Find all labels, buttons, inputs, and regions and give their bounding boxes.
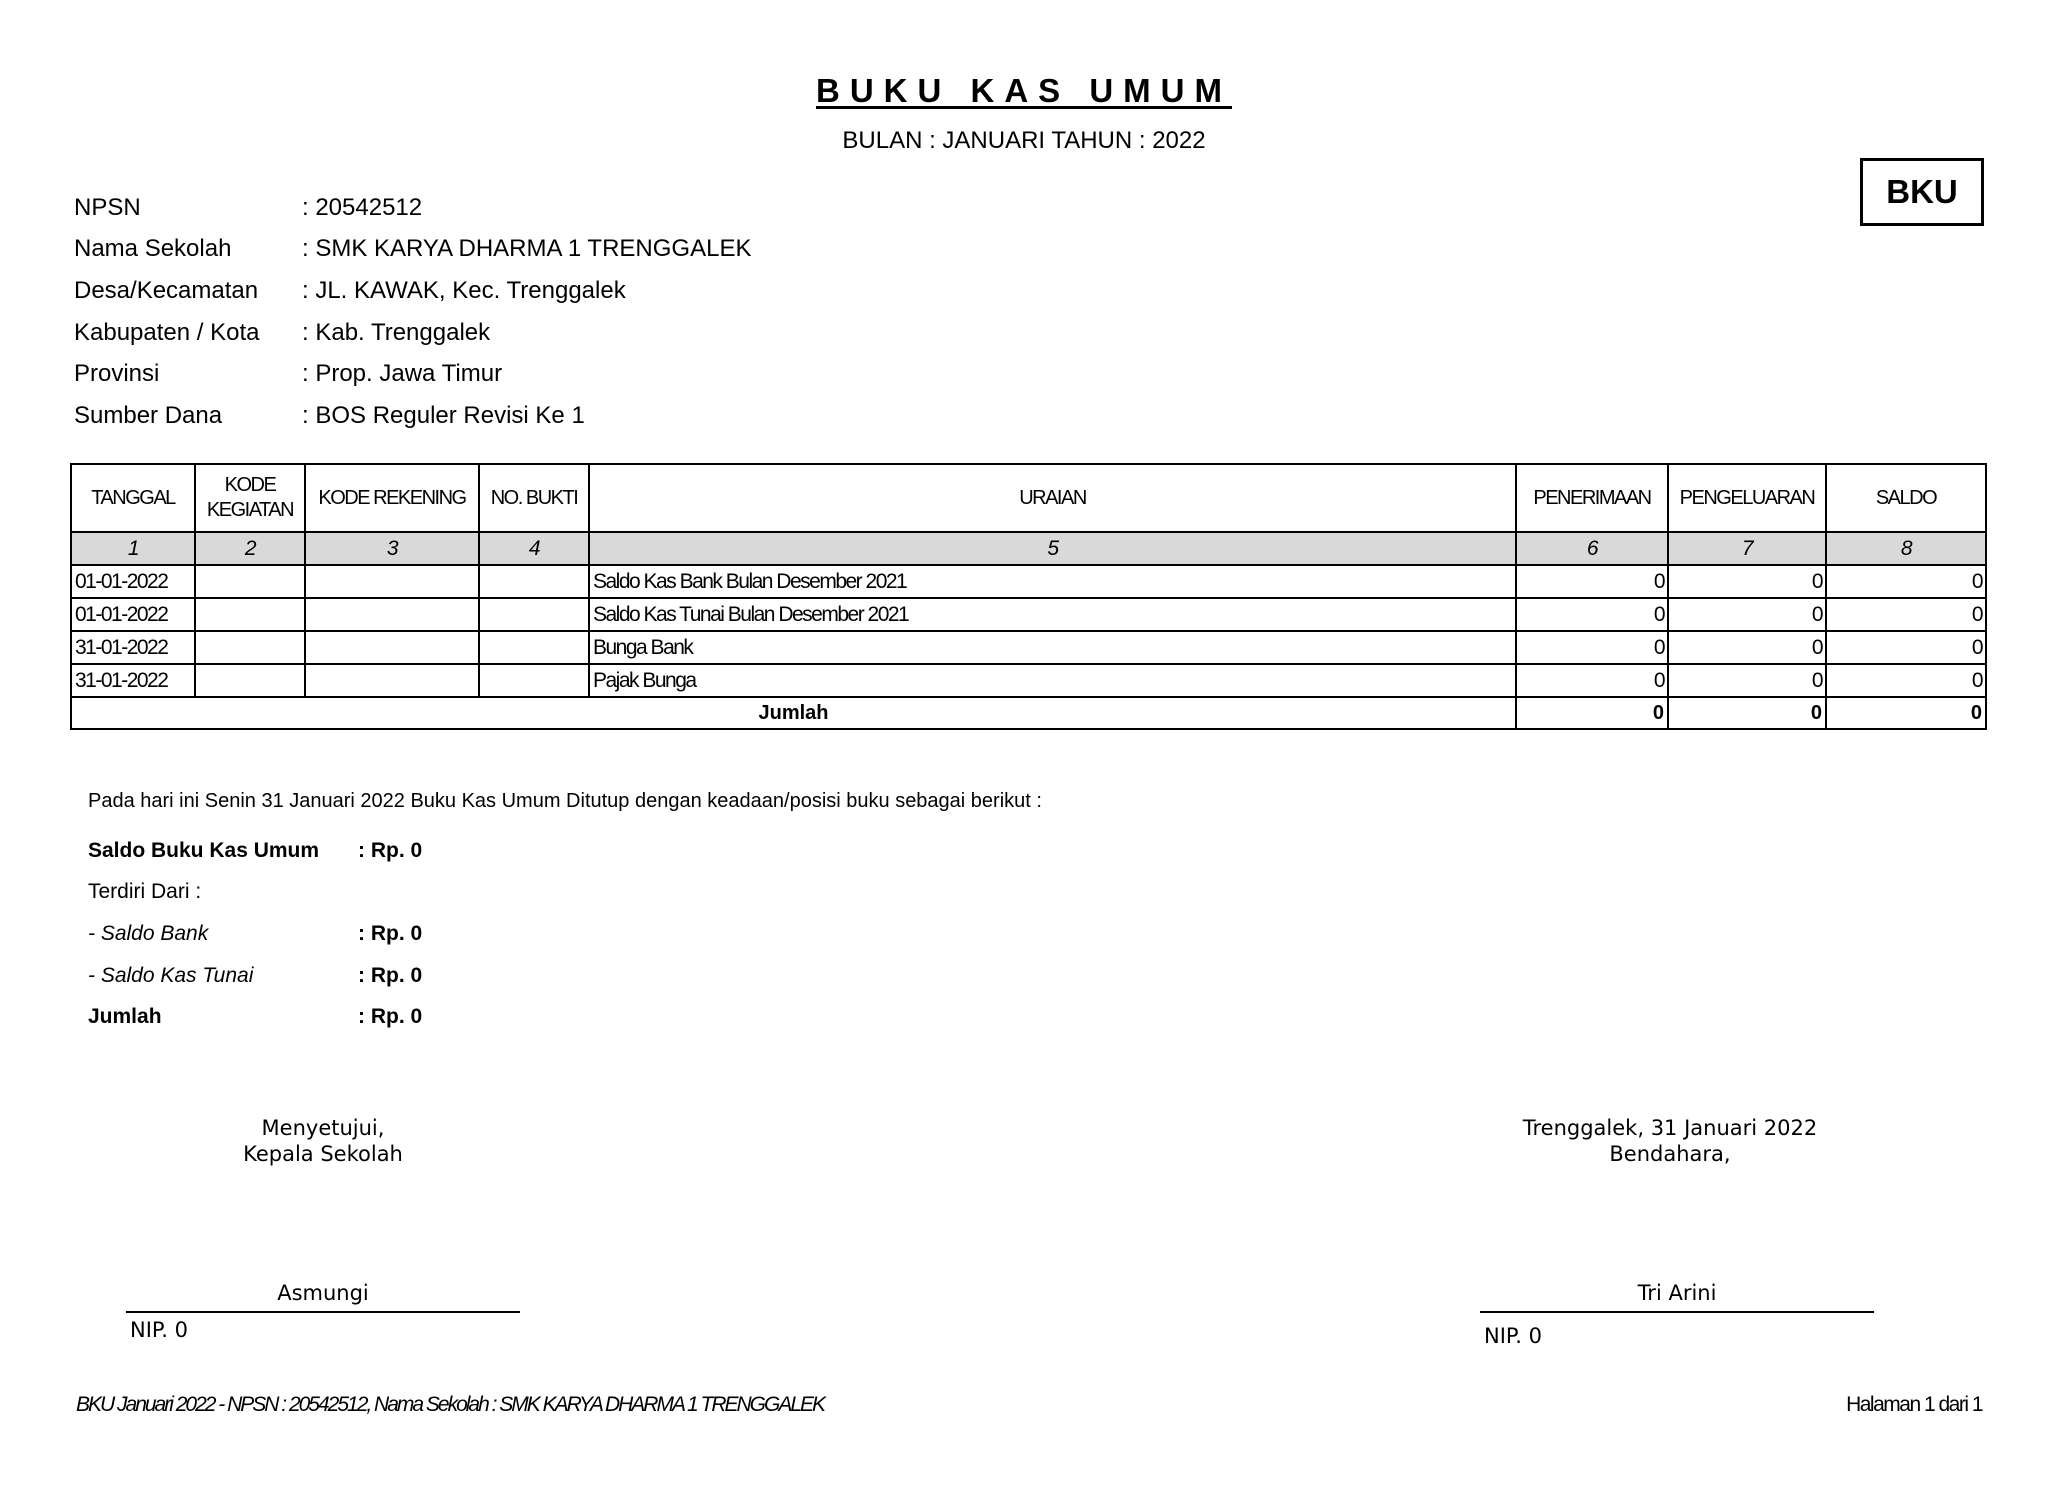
cell-kode-rekening [305, 565, 479, 598]
cell-uraian: Saldo Kas Tunai Bulan Desember 2021 [589, 598, 1516, 631]
cell-pengeluaran: 0 [1668, 565, 1826, 598]
info-label: Desa/Kecamatan [74, 276, 259, 304]
info-row-sumber-dana [74, 395, 751, 437]
column-number: 5 [589, 532, 1516, 565]
signature-right-nip: NIP. 0 [1484, 1324, 1543, 1348]
total-pengeluaran: 0 [1668, 697, 1826, 729]
signature-right-line2: Bendahara, [1609, 1142, 1731, 1166]
column-number: 6 [1516, 532, 1668, 565]
summary-terdiri-row [88, 872, 422, 914]
signature-right-line1: Trenggalek, 31 Januari 2022 [1522, 1116, 1818, 1140]
cell-tanggal: 31-01-2022 [71, 631, 195, 664]
cell-penerimaan: 0 [1516, 565, 1668, 598]
info-row-kabupaten [74, 312, 751, 354]
document-subtitle: BULAN : JANUARI TAHUN : 2022 [842, 127, 1206, 154]
cell-saldo: 0 [1826, 631, 1986, 664]
cell-tanggal: 01-01-2022 [71, 565, 195, 598]
cell-penerimaan: 0 [1516, 598, 1668, 631]
column-header-tanggal: TANGGAL [71, 464, 195, 532]
column-header-kode-rekening: KODE REKENING [305, 464, 479, 532]
summary-jumlah-row [88, 996, 422, 1038]
total-saldo: 0 [1826, 697, 1986, 729]
column-header-pengeluaran: PENGELUARAN [1668, 464, 1826, 532]
signature-right-line [1480, 1311, 1874, 1313]
table-header-row [71, 464, 1986, 532]
info-value: : BOS Reguler Revisi Ke 1 [302, 401, 585, 429]
summary-label: - Saldo Kas Tunai [88, 963, 254, 987]
signature-right [1470, 1115, 1870, 1167]
info-row-desa-kecamatan [74, 270, 751, 312]
info-value: : 20542512 [302, 193, 423, 221]
table-row [71, 664, 1986, 697]
summary-bank-row [88, 913, 422, 955]
document-title: BUKU KAS UMUM [816, 72, 1232, 109]
cell-no-bukti [479, 598, 589, 631]
summary-value: : Rp. 0 [358, 921, 423, 945]
column-number: 2 [195, 532, 305, 565]
column-header-kode-kegiatan: KODE KEGIATAN [195, 464, 305, 532]
cell-saldo: 0 [1826, 598, 1986, 631]
column-number: 3 [305, 532, 479, 565]
cell-uraian: Pajak Bunga [589, 664, 1516, 697]
info-label: Sumber Dana [74, 401, 223, 429]
column-number-row [71, 532, 1986, 565]
info-row-npsn [74, 187, 751, 229]
column-number: 7 [1668, 532, 1826, 565]
info-label: NPSN [74, 193, 141, 221]
footer-page-number: Halaman 1 dari 1 [1846, 1393, 1982, 1416]
cell-saldo: 0 [1826, 565, 1986, 598]
signature-left-line2: Kepala Sekolah [243, 1142, 403, 1166]
cell-kode-kegiatan [195, 631, 305, 664]
info-label: Nama Sekolah [74, 235, 232, 263]
ledger-table [70, 463, 1987, 730]
table-total-row [71, 697, 1986, 729]
summary-tunai-row [88, 955, 422, 997]
info-row-provinsi [74, 353, 751, 395]
cell-saldo: 0 [1826, 664, 1986, 697]
table-row [71, 565, 1986, 598]
total-label: Jumlah [71, 697, 1516, 729]
cell-kode-kegiatan [195, 565, 305, 598]
school-info [74, 187, 751, 437]
signature-left [168, 1115, 478, 1167]
bku-badge: BKU [1860, 158, 1984, 226]
cell-pengeluaran: 0 [1668, 631, 1826, 664]
summary-value: : Rp. 0 [358, 1005, 423, 1029]
cell-pengeluaran: 0 [1668, 664, 1826, 697]
cell-uraian: Saldo Kas Bank Bulan Desember 2021 [589, 565, 1516, 598]
summary-label: Saldo Buku Kas Umum [88, 838, 320, 862]
column-number: 1 [71, 532, 195, 565]
summary-value: : Rp. 0 [358, 963, 423, 987]
info-label: Kabupaten / Kota [74, 318, 260, 346]
signature-left-line [126, 1311, 520, 1313]
cell-kode-rekening [305, 664, 479, 697]
cell-kode-kegiatan [195, 664, 305, 697]
cell-no-bukti [479, 664, 589, 697]
summary-label: Terdiri Dari : [88, 880, 202, 904]
total-penerimaan: 0 [1516, 697, 1668, 729]
table-row [71, 598, 1986, 631]
column-header-penerimaan: PENERIMAAN [1516, 464, 1668, 532]
signature-left-line1: Menyetujui, [261, 1116, 385, 1140]
summary-value: : Rp. 0 [358, 838, 423, 862]
balance-summary [88, 830, 422, 1038]
column-header-no-bukti: NO. BUKTI [479, 464, 589, 532]
column-header-uraian: URAIAN [589, 464, 1516, 532]
cell-no-bukti [479, 565, 589, 598]
info-row-nama-sekolah [74, 229, 751, 271]
signature-right-name: Tri Arini [1637, 1281, 1717, 1305]
summary-label: Jumlah [88, 1005, 162, 1029]
info-value: : JL. KAWAK, Kec. Trenggalek [302, 276, 626, 304]
info-value: : Prop. Jawa Timur [302, 360, 503, 388]
info-label: Provinsi [74, 360, 160, 388]
cell-tanggal: 31-01-2022 [71, 664, 195, 697]
cell-kode-kegiatan [195, 598, 305, 631]
cell-uraian: Bunga Bank [589, 631, 1516, 664]
column-number: 4 [479, 532, 589, 565]
column-header-saldo: SALDO [1826, 464, 1986, 532]
signature-left-nip: NIP. 0 [130, 1318, 189, 1342]
cell-pengeluaran: 0 [1668, 598, 1826, 631]
info-value: : SMK KARYA DHARMA 1 TRENGGALEK [302, 235, 752, 263]
cell-kode-rekening [305, 631, 479, 664]
signature-left-name: Asmungi [277, 1281, 369, 1305]
closing-statement: Pada hari ini Senin 31 Januari 2022 Buku Kas Umum Ditutup dengan keadaan/posisi buku sebagai berikut : [88, 790, 1042, 812]
summary-label: - Saldo Bank [88, 921, 209, 945]
column-number: 8 [1826, 532, 1986, 565]
summary-saldo-row [88, 830, 422, 872]
cell-kode-rekening [305, 598, 479, 631]
info-value: : Kab. Trenggalek [302, 318, 491, 346]
cell-no-bukti [479, 631, 589, 664]
footer-document-info: BKU Januari 2022 - NPSN : 20542512, Nama Sekolah : SMK KARYA DHARMA 1 TRENGGALEK [76, 1393, 825, 1416]
table-row [71, 631, 1986, 664]
cell-tanggal: 01-01-2022 [71, 598, 195, 631]
cell-penerimaan: 0 [1516, 664, 1668, 697]
cell-penerimaan: 0 [1516, 631, 1668, 664]
